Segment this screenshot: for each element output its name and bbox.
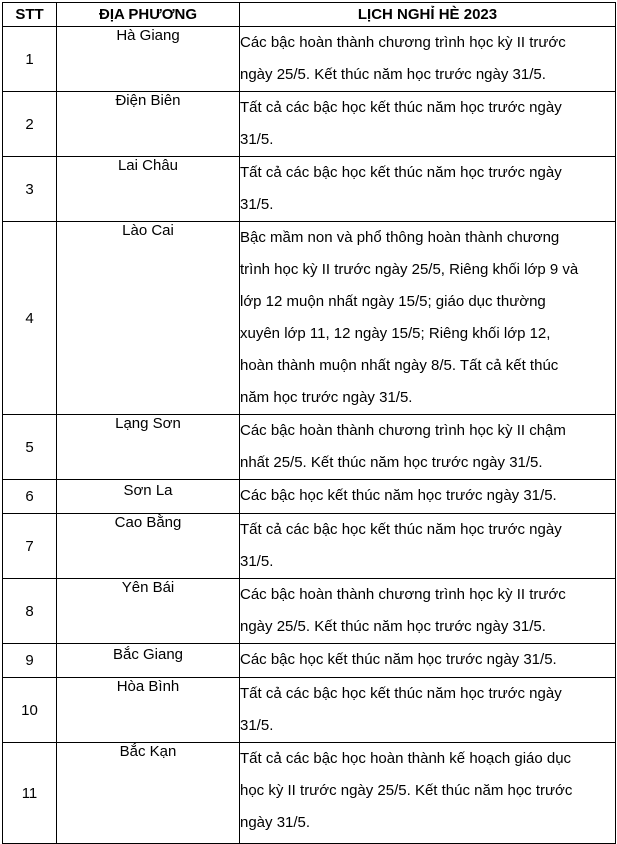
row-schedule (240, 514, 616, 579)
row-stt: 2 (3, 92, 57, 157)
table-row (3, 27, 616, 92)
row-stt: 5 (3, 415, 57, 480)
row-location: Hòa Bình (57, 678, 240, 743)
schedule-line: 31/5. (240, 131, 274, 148)
schedule-line: Các bậc hoàn thành chương trình học kỳ II trước (240, 586, 566, 603)
schedule-line: ngày 25/5. Kết thúc năm học trước ngày 31/5. (240, 66, 546, 83)
row-stt: 3 (3, 157, 57, 222)
table-row (3, 415, 616, 480)
table-row (3, 480, 616, 514)
schedule-line: Tất cả các bậc học hoàn thành kế hoạch giáo dục (240, 750, 572, 767)
row-schedule (240, 157, 616, 222)
row-schedule (240, 743, 616, 844)
table-row (3, 579, 616, 644)
row-stt: 11 (3, 743, 57, 844)
table-row (3, 678, 616, 743)
row-location: Yên Bái (57, 579, 240, 644)
schedule-line: nhất 25/5. Kết thúc năm học trước ngày 31/5. (240, 454, 543, 471)
row-stt: 6 (3, 480, 57, 514)
row-location: Lào Cai (57, 222, 240, 415)
table-row (3, 157, 616, 222)
schedule-line: Các bậc hoàn thành chương trình học kỳ II chậm (240, 422, 566, 439)
row-stt: 1 (3, 27, 57, 92)
schedule-line: Các bậc học kết thúc năm học trước ngày 31/5. (240, 487, 557, 504)
summer-schedule-table (2, 2, 616, 844)
schedule-line: Tất cả các bậc học kết thúc năm học trước ngày (240, 521, 562, 538)
schedule-line: ngày 31/5. (240, 814, 311, 831)
schedule-line: năm học trước ngày 31/5. (240, 389, 413, 406)
row-stt: 8 (3, 579, 57, 644)
header-row (3, 3, 616, 27)
row-location: Lạng Sơn (57, 415, 240, 480)
schedule-line: Tất cả các bậc học kết thúc năm học trước ngày (240, 685, 562, 702)
schedule-line: ngày 25/5. Kết thúc năm học trước ngày 31/5. (240, 618, 546, 635)
row-stt: 4 (3, 222, 57, 415)
schedule-line: 31/5. (240, 553, 274, 570)
table-row (3, 743, 616, 844)
table-row (3, 514, 616, 579)
row-stt: 7 (3, 514, 57, 579)
schedule-line: Các bậc học kết thúc năm học trước ngày 31/5. (240, 651, 557, 668)
schedule-line: xuyên lớp 11, 12 ngày 15/5; Riêng khối lớp 12, (240, 325, 551, 342)
row-location: Sơn La (57, 480, 240, 514)
row-location: Cao Bằng (57, 514, 240, 579)
row-stt: 10 (3, 678, 57, 743)
schedule-line: trình học kỳ II trước ngày 25/5, Riêng khối lớp 9 và (240, 261, 579, 278)
schedule-line: học kỳ II trước ngày 25/5. Kết thúc năm học trước (240, 782, 573, 799)
row-schedule (240, 92, 616, 157)
schedule-line: Tất cả các bậc học kết thúc năm học trước ngày (240, 164, 562, 181)
schedule-line: Tất cả các bậc học kết thúc năm học trước ngày (240, 99, 562, 116)
row-schedule (240, 678, 616, 743)
row-location: Hà Giang (57, 27, 240, 92)
row-schedule (240, 27, 616, 92)
row-stt: 9 (3, 644, 57, 678)
schedule-line: lớp 12 muộn nhất ngày 15/5; giáo dục thường (240, 293, 546, 310)
table-row (3, 644, 616, 678)
row-location: Bắc Kạn (57, 743, 240, 844)
header-location: ĐỊA PHƯƠNG (57, 3, 240, 27)
row-location: Điện Biên (57, 92, 240, 157)
table-row (3, 222, 616, 415)
header-schedule: LỊCH NGHỈ HÈ 2023 (240, 3, 616, 27)
schedule-line: hoàn thành muộn nhất ngày 8/5. Tất cả kết thúc (240, 357, 559, 374)
header-stt: STT (3, 3, 57, 27)
schedule-line: 31/5. (240, 196, 274, 213)
row-location: Lai Châu (57, 157, 240, 222)
schedule-line: 31/5. (240, 717, 274, 734)
row-schedule (240, 222, 616, 415)
table-body (3, 27, 616, 844)
row-schedule (240, 644, 616, 678)
schedule-line: Bậc mầm non và phổ thông hoàn thành chương (240, 229, 560, 246)
row-schedule (240, 480, 616, 514)
row-location: Bắc Giang (57, 644, 240, 678)
table-row (3, 92, 616, 157)
row-schedule (240, 415, 616, 480)
row-schedule (240, 579, 616, 644)
schedule-line: Các bậc hoàn thành chương trình học kỳ II trước (240, 34, 566, 51)
